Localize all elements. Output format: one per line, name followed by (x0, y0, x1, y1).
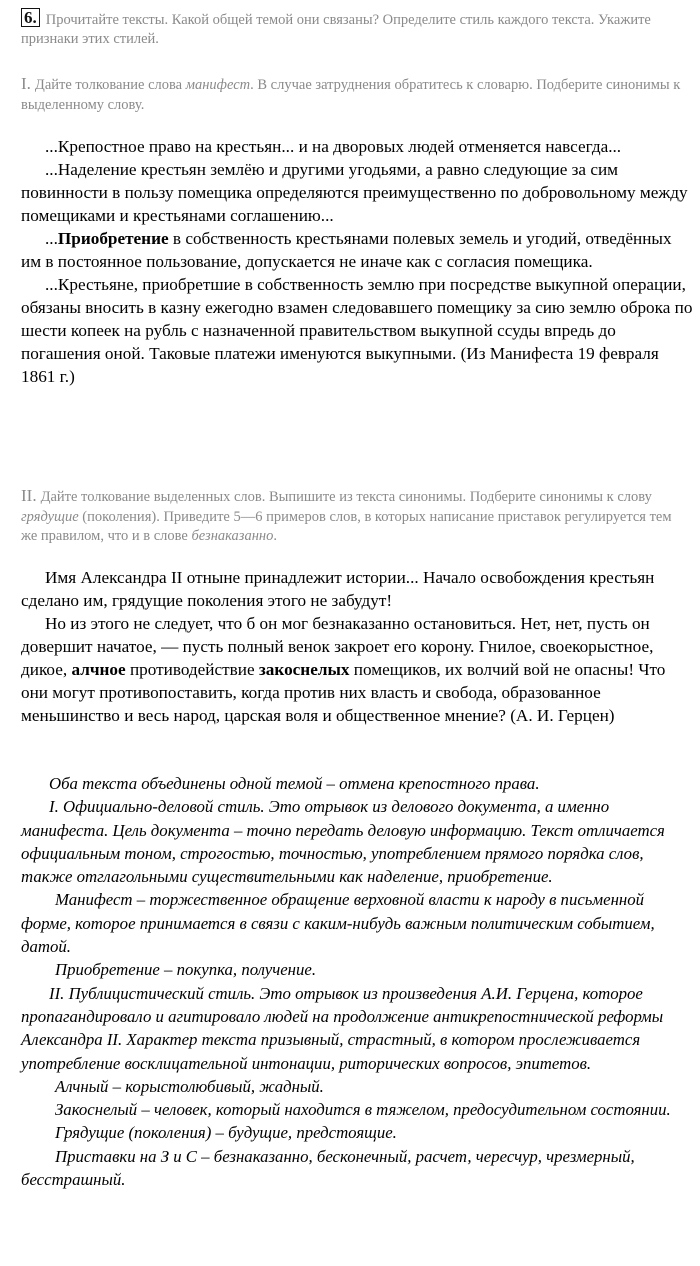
answer-paragraph: Грядущие (поколения) – будущие, предстоящие. (55, 1123, 397, 1143)
part2-keyword: безнаказанно (191, 528, 274, 544)
manifest-paragraph: ...Приобретение в собственность крестьянами полевых земель и угодий, отведённых им в постоянное пользование, допускается не иначе как с согласия помещика. (21, 229, 672, 271)
manifest-paragraph: ...Крестьяне, приобретшие в собственность землю при посредстве выкупной операции, обязаны вносить в казну ежегодно взамен следовавшего помещику за сию землю оброка по шести копеек на рубль с назначенной правительством выкупной ссуды впредь до погашения оной. Таковые платежи именуются выкупными. (Из Манифеста 19 февраля 1861 г.) (21, 275, 693, 386)
manifest-paragraph: ...Наделение крестьян землёю и другими угодьями, а равно следующие за сим повинности в пользу помещика определяются преимущественно по добровольному между помещиками и крестьянами соглашению... (21, 160, 688, 225)
answer-paragraph: Манифест – торжественное обращение верховной власти к народу в письменной форме, которое принимается в связи с каким-нибудь важным политическим событием, датой. (21, 890, 655, 957)
task-header (21, 8, 691, 49)
highlighted-word: алчное (71, 660, 126, 679)
answer-paragraph: I. Официально-деловой стиль. Это отрывок из делового документа, а именно манифеста. Цель документа – точно передать деловую информацию. Текст отличается официальным тоном, строгостью, точностью, употреблением прямого порядка слов, также отглагольными существительными как наделение, приобретение. (21, 797, 665, 887)
task-text: Прочитайте тексты. Какой общей темой они связаны? Определите стиль каждого текста. Укажите признаки этих стилей. (21, 12, 651, 47)
manifest-text (21, 135, 693, 388)
herzen-paragraph: Но из этого не следует, что б он мог безнаказанно остановиться. Нет, нет, пусть он довершит начатое, — пусть полный венок закроет его корону. Гнилое, своекорыстное, дикое, алчное противодействие закоснелых помещиков, их волчий вой не опасны! Что они могут противопоставить, когда против них власть и свобода, образованное меньшинство и весь народ, царская воля и общественное мнение? (А. И. Герцен) (21, 614, 666, 725)
highlighted-word: закоснелых (258, 660, 350, 679)
part2-roman: II. (21, 486, 37, 505)
manifest-paragraph: ...Крепостное право на крестьян... и на дворовых людей отменяется навсегда... (45, 137, 622, 156)
part2-instruction: II. Дайте толкование выделенных слов. Выпишите из текста синонимы. Подберите синонимы к слову грядущие (поколения). Приведите 5—6 примеров слов, в которых написание приставок регулируется тем же правилом, что и в слове безнаказанно. (21, 486, 672, 544)
highlighted-word: Приобретение (57, 229, 169, 248)
answer-paragraph: Приобретение – покупка, получение. (55, 960, 317, 980)
part1-instruction: I. Дайте толкование слова манифест. В случае затруднения обратитесь к словарю. Подберите синонимы к выделенному слову. (21, 74, 681, 113)
answer-block (21, 772, 693, 1191)
answer-paragraph: II. Публицистический стиль. Это отрывок из произведения А.И. Герцена, которое пропагандировало и агитировало людей на продолжение антикрепостнической реформы Александра II. Характер текста призывный, страстный, в котором прослеживается употребление восклицательной интонации, риторических вопросов, эпитетов. (21, 983, 664, 1073)
herzen-paragraph: Имя Александра II отныне принадлежит истории... Начало освобождения крестьян сделано им, грядущие поколения этого не забудут! (21, 568, 655, 610)
answer-paragraph: Алчный – корыстолюбивый, жадный. (55, 1076, 324, 1096)
answer-paragraph: Закоснелый – человек, который находится в тяжелом, предосудительном состоянии. (55, 1100, 671, 1120)
part1-roman: I. (21, 74, 31, 93)
part2-keyword: грядущие (21, 508, 79, 525)
answer-paragraph: Оба текста объединены одной темой – отмена крепостного права. (49, 774, 540, 793)
task-number: 6. (21, 8, 40, 27)
answer-paragraph: Приставки на З и С – безнаказанно, бесконечный, расчет, чересчур, чрезмерный, бесстрашный. (21, 1146, 635, 1190)
herzen-text (21, 566, 693, 727)
part1-keyword: манифест (185, 77, 251, 93)
